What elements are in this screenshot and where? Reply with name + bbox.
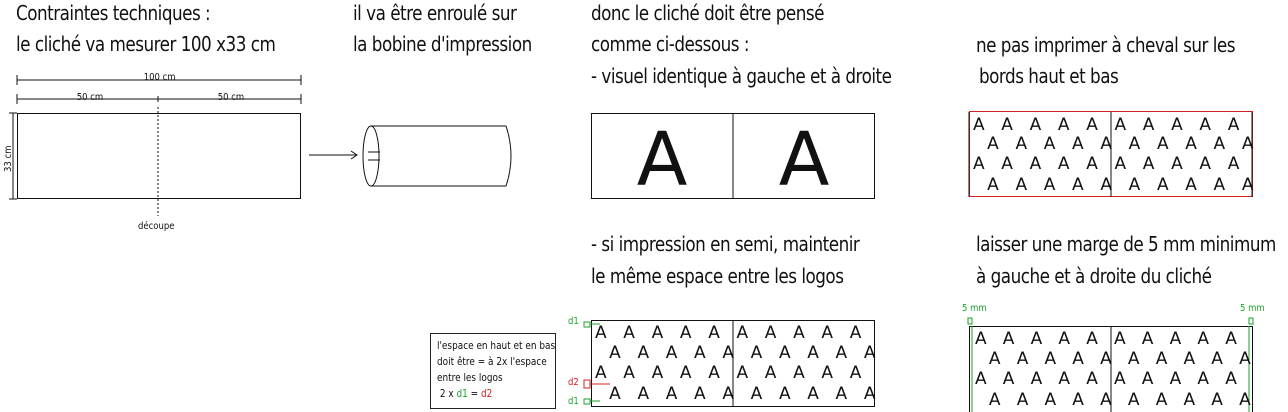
pattern-letter: A [1227,115,1240,135]
pattern-letter: A [1141,369,1154,389]
pattern-letter: A [1169,329,1182,349]
pattern-letter: A [1225,329,1237,349]
text-roll-2: la bobine d'impression [353,32,532,56]
note-d2: d2 [481,388,493,400]
pattern-letter: A [1030,329,1043,349]
pattern-letter: A [1100,349,1112,369]
big-letter-right: A [778,117,830,203]
pattern-letter: A [1058,369,1071,389]
pattern-letter: A [1199,115,1212,135]
pattern-letter: A [1043,134,1056,154]
pattern-letter: A [1072,175,1084,195]
pattern-letter: A [821,363,834,383]
pattern-letter: A [1142,115,1155,135]
pattern-letter: A [1044,349,1057,369]
pattern-letter: A [1002,329,1015,349]
note-prefix: 2 x [439,388,457,400]
pattern-letter: A [651,363,664,383]
pattern-letter: A [1213,134,1226,154]
note-d1: d1 [456,388,468,400]
pattern-letter: A [1086,115,1098,135]
label-d2: d2 [568,377,579,388]
pattern-letter: A [1155,349,1168,369]
pattern-letter: A [1211,349,1223,369]
pattern-letter: A [1100,175,1112,195]
pattern-letter: A [793,363,805,383]
pattern-letter: A [1156,175,1169,195]
pattern-letter: A [651,323,664,343]
pattern-letter: A [1072,134,1084,154]
pattern-letter: A [1239,390,1251,410]
pattern-letter: A [1114,329,1126,349]
pattern-letter: A [1058,329,1071,349]
pattern-letter: A [988,349,1001,369]
pattern-letter: A [764,323,777,343]
pattern-letter: A [1029,154,1042,174]
pattern-letter: A [1057,154,1070,174]
pattern-letter: A [1029,115,1042,135]
text-semi-2: le même espace entre les logos [591,264,844,288]
pattern-letter: A [987,134,999,154]
pattern-letter: A [1211,390,1223,410]
pattern-letter: A [1213,175,1226,195]
pattern-letter: A [1127,390,1140,410]
arrow-to-roll [309,151,357,159]
pattern-letter: A [1241,134,1254,154]
pattern-letter: A [849,323,862,343]
pattern-letter: A [835,384,848,404]
text-semi-1: - si impression en semi, maintenir [591,232,860,256]
plate-drawing [9,75,301,216]
text-edges-1: ne pas imprimer à cheval sur les [976,33,1235,57]
text-roll-1: il va être enroulé sur [353,1,517,25]
note-line-2: doit être = à 2x l'espace [437,356,547,368]
title-constraints: Contraintes techniques : [16,1,211,25]
pattern-letter: A [1002,369,1015,389]
pattern-letter: A [764,363,777,383]
text-margin-1: laisser une marge de 5 mm minimum [976,232,1276,256]
pattern-letter: A [679,363,692,383]
pattern-letter: A [807,343,819,363]
pattern-letter: A [637,343,650,363]
pattern-letter: A [1127,349,1140,369]
label-d1-bottom: d1 [568,396,579,407]
pattern-letter: A [1227,154,1240,174]
text-design-1: donc le cliché doit être pensé [591,1,824,25]
pattern-letter: A [1171,115,1183,135]
pattern-letter: A [863,384,876,404]
pattern-letter: A [973,154,985,174]
mirror-box [592,113,875,199]
pattern-letter: A [1225,369,1237,389]
pattern-letter: A [1016,390,1029,410]
pattern-letter: A [623,363,635,383]
note-eq: = [467,388,482,400]
pattern-letter: A [637,384,650,404]
pattern-letter: A [1057,115,1070,135]
dim-50cm-left: 50 cm [76,92,104,103]
big-letter-left: A [636,117,688,203]
pattern-letter: A [609,384,621,404]
pattern-letter: A [750,384,763,404]
pattern-letter: A [595,323,607,343]
pattern-letter: A [835,343,848,363]
margin-label-right: 5 mm [1240,303,1265,314]
plate-rectangle [18,114,301,199]
pattern-letter: A [750,343,763,363]
pattern-letter: A [793,323,805,343]
pattern-letter: A [1086,329,1098,349]
pattern-letter: A [1241,175,1254,195]
pattern-letter: A [1044,390,1057,410]
pattern-letter: A [1197,369,1210,389]
pattern-letter: A [821,323,834,343]
pattern-letter: A [1197,329,1210,349]
pattern-letter: A [694,384,706,404]
pattern-letter: A [1239,349,1251,369]
pattern-letter: A [722,343,734,363]
pattern-letter: A [694,343,706,363]
pattern-letter: A [665,343,678,363]
pattern-letter: A [1001,154,1013,174]
pattern-letter: A [1086,154,1098,174]
dim-33cm: 33 cm [3,145,14,172]
pattern-letter: A [1114,154,1127,174]
pattern-letter: A [1100,390,1112,410]
pattern-letter: A [736,323,749,343]
pattern-letter: A [1183,390,1196,410]
pattern-letter: A [1169,369,1182,389]
pattern-letter: A [665,384,678,404]
pattern-letter: A [1016,349,1029,369]
pattern-letter: A [1030,369,1043,389]
pattern-letter: A [1086,369,1098,389]
roll-cylinder [363,126,511,186]
pattern-letter: A [1155,390,1168,410]
text-design-3: - visuel identique à gauche et à droite [591,64,892,88]
pattern-letter: A [1185,134,1197,154]
pattern-box-margins [968,318,1253,412]
pattern-letter: A [778,384,791,404]
pattern-letter: A [595,363,607,383]
pattern-letter: A [778,343,791,363]
text-margin-2: à gauche et à droite du cliché [976,264,1212,288]
pattern-letter: A [1114,115,1127,135]
pattern-letter: A [609,343,621,363]
pattern-letter: A [708,363,720,383]
pattern-letter: A [849,363,862,383]
pattern-letter: A [1128,175,1141,195]
pattern-letter: A [988,390,1001,410]
pattern-box-semi [584,320,876,407]
pattern-letter: A [863,343,876,363]
pattern-letter: A [1015,175,1028,195]
pattern-letter: A [1183,349,1196,369]
pattern-letter: A [1156,134,1169,154]
label-d1-top: d1 [568,316,579,327]
pattern-letter: A [1015,134,1028,154]
cut-label: découpe [138,221,175,232]
pattern-letter: A [1141,329,1154,349]
pattern-letter: A [987,175,999,195]
pattern-letter: A [975,329,987,349]
pattern-letter: A [1114,369,1126,389]
pattern-letter: A [1001,115,1013,135]
pattern-letter: A [1185,175,1197,195]
pattern-letter: A [1043,175,1056,195]
pattern-letter: A [722,384,734,404]
dim-50cm-right: 50 cm [217,92,245,103]
pattern-letter: A [807,384,819,404]
pattern-letter: A [1072,349,1084,369]
pattern-letter: A [679,323,692,343]
pattern-letter: A [1171,154,1183,174]
pattern-letter: A [1128,134,1141,154]
note-line-3: entre les logos [437,372,503,384]
pattern-letter: A [736,363,749,383]
dim-100cm: 100 cm [143,72,176,83]
pattern-letter: A [975,369,987,389]
pattern-letter: A [623,323,635,343]
margin-label-left: 5 mm [962,303,987,314]
pattern-letter: A [708,323,720,343]
pattern-letter: A [1142,154,1155,174]
text-edges-2: bords haut et bas [979,64,1119,88]
note-line-1: l'espace en haut et en bas [437,340,556,352]
pattern-letter: A [1072,390,1084,410]
pattern-letter: A [973,115,985,135]
text-design-2: comme ci-dessous : [591,32,750,56]
pattern-letter: A [1100,134,1112,154]
pattern-box-edges [969,112,1254,198]
subtitle-size: le cliché va mesurer 100 x33 cm [16,32,276,56]
pattern-letter: A [1199,154,1212,174]
